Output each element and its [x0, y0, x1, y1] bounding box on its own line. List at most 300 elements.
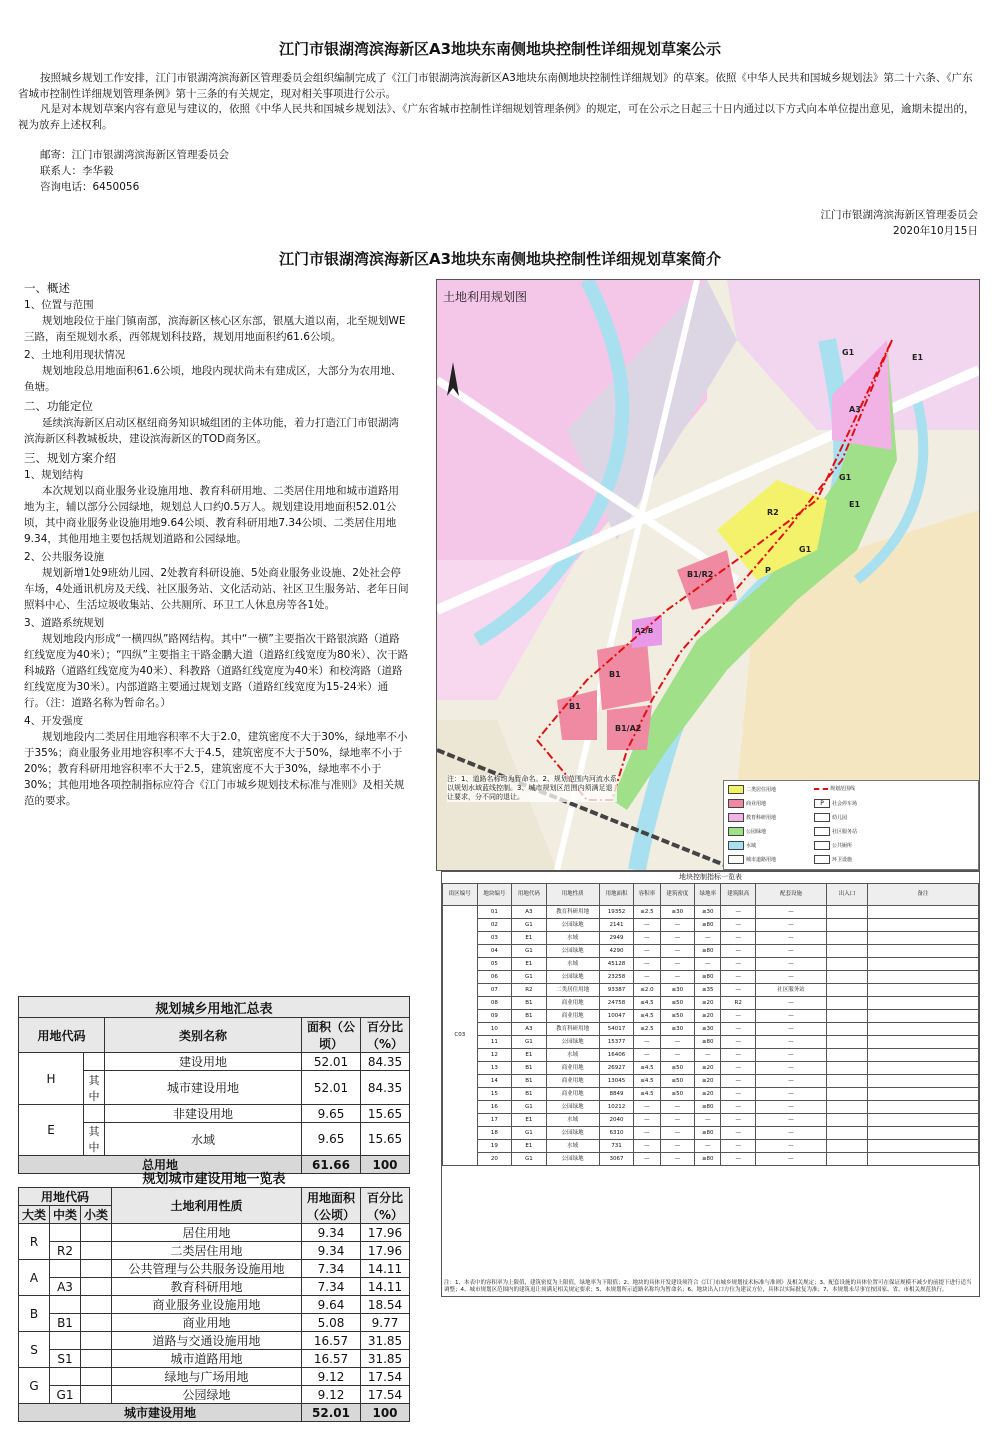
- table2-area: 7.34: [302, 1278, 361, 1296]
- notice-para1: 按照城乡规划工作安排，江门市银湖湾滨海新区管理委员会组织编制完成了《江门市银湖湾滨海新区A3地块东南侧地块控制性详细规划》的草案。依照《中华人民共和国城乡规划法》第二十六条、《广东省城市控制性详细规划管理条例》第十三条的有关规定，现对相关事项进行公示。: [18, 72, 973, 100]
- legend-swatch-e1: [728, 841, 744, 850]
- control-index-cell: 01: [477, 906, 512, 919]
- control-index-cell-empty: [868, 906, 979, 919]
- control-index-cell-empty: [827, 1010, 868, 1023]
- control-index-cell: 10: [477, 1023, 512, 1036]
- legend-swatch-boundary: [814, 788, 828, 790]
- table2-name: 二类居住用地: [112, 1242, 302, 1260]
- control-index-cell: 11: [477, 1036, 512, 1049]
- table2-pct: 17.54: [361, 1386, 410, 1404]
- control-index-cell: —: [721, 1101, 756, 1114]
- notice-mail: 邮寄：江门市银湖湾滨海新区管理委员会: [40, 149, 229, 161]
- table2-name: 教育科研用地: [112, 1278, 302, 1296]
- table2-pct: 31.85: [361, 1332, 410, 1350]
- table2-total-area: 52.01: [302, 1404, 361, 1422]
- control-index-cell: 公园绿地: [546, 971, 599, 984]
- control-index-cell: 水域: [546, 958, 599, 971]
- control-index-row: [443, 1114, 979, 1127]
- control-index-cell: —: [660, 1101, 695, 1114]
- control-index-cell: —: [695, 932, 721, 945]
- ctl-h: 配套设施: [756, 884, 827, 906]
- control-index-cell: 18: [477, 1127, 512, 1140]
- control-index-cell: ≥35: [695, 984, 721, 997]
- map-label-e1-b: E1: [849, 500, 861, 509]
- control-index-cell-empty: [827, 1140, 868, 1153]
- map-label-g1-b: G1: [839, 473, 852, 482]
- ctl-h: 用地面积: [599, 884, 634, 906]
- control-index-cell: 54017: [599, 1023, 634, 1036]
- control-index-cell: —: [660, 971, 695, 984]
- control-index-cell: —: [756, 1049, 827, 1062]
- table2-h-big: 大类: [19, 1206, 50, 1224]
- table2-mid: R2: [50, 1242, 81, 1260]
- ctl-h: 用地性质: [546, 884, 599, 906]
- table2-area: 5.08: [302, 1314, 361, 1332]
- table1-total-area: 61.66: [302, 1156, 361, 1174]
- table1-row-area: 52.01: [302, 1071, 361, 1105]
- control-index-cell: —: [721, 1127, 756, 1140]
- control-index-cell: —: [660, 1153, 695, 1166]
- control-index-cell: —: [721, 971, 756, 984]
- control-index-cell: —: [756, 1127, 827, 1140]
- control-index-cell: —: [756, 1088, 827, 1101]
- control-index-cell: E1: [512, 958, 547, 971]
- section-roads-heading: 3、道路系统规划: [24, 617, 105, 629]
- table1-h-pct: 百分比（%）: [361, 1018, 410, 1053]
- control-index-cell: —: [634, 1114, 660, 1127]
- table1-row-pct: 15.65: [361, 1123, 410, 1156]
- table1-row-code: H: [19, 1053, 84, 1105]
- control-index-cell: 20: [477, 1153, 512, 1166]
- control-index-cell: G1: [512, 1127, 547, 1140]
- control-index-cell: A3: [512, 906, 547, 919]
- control-index-cell: ≤4.5: [634, 1075, 660, 1088]
- control-index-cell: —: [721, 958, 756, 971]
- ctl-h: 地块编号: [477, 884, 512, 906]
- control-index-cell-empty: [827, 1088, 868, 1101]
- legend-item: P 社会停车场: [814, 799, 857, 808]
- table1-row-code: E: [19, 1105, 84, 1156]
- control-index-row: [443, 997, 979, 1010]
- control-index-cell: E1: [512, 1049, 547, 1062]
- control-index-cell: —: [660, 958, 695, 971]
- control-index-cell: —: [695, 958, 721, 971]
- control-index-row: [443, 1127, 979, 1140]
- control-index-cell: E1: [512, 1140, 547, 1153]
- control-index-cell: ≤50: [660, 1010, 695, 1023]
- control-index-cell: 社区服务站: [756, 984, 827, 997]
- control-index-cell: ≥30: [695, 1023, 721, 1036]
- section-landuse-heading: 2、土地利用现状情况: [24, 349, 126, 361]
- table2-mid: S1: [50, 1350, 81, 1368]
- control-index-cell: 10047: [599, 1010, 634, 1023]
- control-index-cell: —: [721, 1153, 756, 1166]
- control-index-cell: 水域: [546, 1140, 599, 1153]
- section-function-text: 延续滨海新区启动区枢纽商务知识城组团的主体功能，着力打造江门市银湖湾滨海新区科教城板块，建设滨海新区的TOD商务区。: [24, 417, 399, 445]
- table1-row-name: 城市建设用地: [105, 1071, 302, 1105]
- legend-item: 二类居住用地: [728, 785, 776, 794]
- control-index-row: [443, 1140, 979, 1153]
- table1-row-name: 水域: [105, 1123, 302, 1156]
- control-index-cell-empty: [827, 1114, 868, 1127]
- map-label-p: P: [765, 566, 771, 575]
- ctl-h: 建筑密度: [660, 884, 695, 906]
- brief-text-column: [24, 280, 409, 809]
- legend-item: 公园绿地: [728, 827, 766, 836]
- table2-name: 公园绿地: [112, 1386, 302, 1404]
- control-index-cell: 16: [477, 1101, 512, 1114]
- control-index-cell-empty: [868, 1114, 979, 1127]
- table2-caption: 规划城市建设用地一览表: [142, 1172, 286, 1187]
- control-index-cell: —: [660, 1036, 695, 1049]
- control-index-row: [443, 906, 979, 919]
- control-index-cell: 16406: [599, 1049, 634, 1062]
- control-index-table: [442, 883, 979, 1166]
- control-index-cell: 45128: [599, 958, 634, 971]
- table2-name: 道路与交通设施用地: [112, 1332, 302, 1350]
- control-index-cell: 6310: [599, 1127, 634, 1140]
- control-index-cell: 15377: [599, 1036, 634, 1049]
- control-index-cell: ≤50: [660, 997, 695, 1010]
- control-index-cell-empty: [827, 1101, 868, 1114]
- ctl-h: 容积率: [634, 884, 660, 906]
- control-index-cell: —: [756, 1023, 827, 1036]
- notice-title: 江门市银湖湾滨海新区A3地块东南侧地块控制性详细规划草案公示: [278, 40, 722, 58]
- legend-item: 规划范围线: [814, 785, 855, 792]
- control-index-cell: 14: [477, 1075, 512, 1088]
- control-index-cell-empty: [827, 1075, 868, 1088]
- control-index-cell: —: [634, 1140, 660, 1153]
- map-label-g1-a: G1: [842, 348, 855, 357]
- control-index-row: [443, 958, 979, 971]
- control-index-cell: ≥80: [695, 919, 721, 932]
- map-zone-b1-b: [557, 690, 597, 740]
- map-label-r2: R2: [767, 508, 779, 517]
- control-title: 地块控制指标一览表: [679, 873, 742, 881]
- control-index-cell: 公园绿地: [546, 945, 599, 958]
- control-index-cell: —: [660, 919, 695, 932]
- legend-item: 水域: [728, 841, 756, 850]
- control-index-cell-empty: [827, 1023, 868, 1036]
- control-index-cell: —: [660, 1114, 695, 1127]
- control-index-cell: ≤50: [660, 1088, 695, 1101]
- table2-area: 9.12: [302, 1386, 361, 1404]
- map-label-b1a2: B1/A2: [615, 724, 642, 733]
- control-index-cell: —: [721, 1023, 756, 1036]
- map-label-a3: A3: [849, 405, 861, 414]
- control-footnote: 注：1、本表中的容积率为上限值，建筑密度为上限值，绿地率为下限值；2、地块的具体开发建设须符合《江门市城乡规划技术标准与准则》及相关规定；3、配套设施的具体位置可在保证规模不减少的前提下进行适当调整；4、城市规划区范围内的建筑退让须满足相关规定要求；5、本规划所示道路名称均为暂命名；6、地块出入口方位为建议方位，具体以实际批复为准；7、本规划未尽事宜按国家、省、市相关规范执行。: [444, 1280, 972, 1293]
- control-index-cell: —: [756, 919, 827, 932]
- ctl-h: 建筑限高: [721, 884, 756, 906]
- control-index-row: [443, 971, 979, 984]
- table2-h-small: 小类: [81, 1206, 112, 1224]
- control-index-cell: —: [660, 945, 695, 958]
- control-index-cell: 03: [477, 932, 512, 945]
- control-index-cell: —: [756, 945, 827, 958]
- map-notes: 注：1、道路名称均为暂命名。2、规划范围内河流水系以规划水域蓝线控制。3、城市规划区范围内须满足退让要求，分不同的退让。: [447, 775, 617, 801]
- table1-row-name: 非建设用地: [105, 1105, 302, 1123]
- control-index-cell: ≥20: [695, 1062, 721, 1075]
- section-services-text: 规划新增1处9班幼儿园、2处教育科研设施、5处商业服务业设施、2处社会停车场，4处通讯机房及天线、社区服务站、文化活动站、社区卫生服务站、老年日间照料中心、生活垃圾收集站、公共厕所、环卫工人休息房等各1处。: [24, 567, 409, 611]
- control-index-cell: —: [721, 906, 756, 919]
- community-icon: [814, 827, 830, 836]
- table1-h-code: 用地代码: [19, 1018, 105, 1053]
- table1-row-pct: 15.65: [361, 1105, 410, 1123]
- control-index-cell: —: [721, 1114, 756, 1127]
- control-index-cell: ≤30: [660, 906, 695, 919]
- control-index-cell: G1: [512, 945, 547, 958]
- control-index-cell: 08: [477, 997, 512, 1010]
- control-index-cell: G1: [512, 919, 547, 932]
- control-index-cell: 公园绿地: [546, 1036, 599, 1049]
- control-index-cell-empty: [868, 997, 979, 1010]
- control-index-cell-empty: [868, 971, 979, 984]
- control-index-cell: —: [756, 1140, 827, 1153]
- control-index-row: [443, 1075, 979, 1088]
- control-index-cell: —: [634, 1127, 660, 1140]
- table2-h-name: 土地利用性质: [112, 1188, 302, 1224]
- control-index-cell: B1: [512, 1010, 547, 1023]
- control-index-cell: ≥80: [695, 1036, 721, 1049]
- table2-pct: 14.11: [361, 1278, 410, 1296]
- control-index-row: [443, 919, 979, 932]
- control-index-cell: —: [721, 1088, 756, 1101]
- control-index-cell: —: [634, 958, 660, 971]
- legend-item: 商业用地: [728, 799, 766, 808]
- table1-row-area: 9.65: [302, 1123, 361, 1156]
- control-index-cell: B1: [512, 1075, 547, 1088]
- table2-big: S: [19, 1332, 50, 1368]
- control-index-cell: A3: [512, 1023, 547, 1036]
- control-index-cell: 商业用地: [546, 1075, 599, 1088]
- section-intensity-text: 规划地段内二类居住用地容积率不大于2.0，建筑密度不大于30%，绿地率不小于35%；商业服务业用地容积率不大于4.5，建筑密度不大于50%，绿地率不小于20%；教育科研用地容积率不大于2.5，建筑密度不大于30%，绿地率不小于30%；其他用地各项控制指标应符合《江门市城乡规划技术标准与准则》及相关规范的要求。: [24, 731, 408, 807]
- control-index-cell: ≥20: [695, 1010, 721, 1023]
- table2-h-area: 用地面积（公顷）: [302, 1188, 361, 1224]
- control-index-cell: —: [634, 1153, 660, 1166]
- table1-row-pct: 84.35: [361, 1071, 410, 1105]
- parking-icon: P: [814, 799, 830, 808]
- control-index-cell: ≥80: [695, 1101, 721, 1114]
- control-index-cell-empty: [827, 984, 868, 997]
- ctl-h: 绿地率: [695, 884, 721, 906]
- control-index-cell: ≤2.5: [634, 1023, 660, 1036]
- control-index-cell: 二类居住用地: [546, 984, 599, 997]
- table1-total-name: 总用地: [19, 1156, 302, 1174]
- control-index-cell: —: [721, 1036, 756, 1049]
- control-index-cell-empty: [868, 1036, 979, 1049]
- table2-area: 9.34: [302, 1242, 361, 1260]
- control-index-cell: —: [634, 1049, 660, 1062]
- table2-area: 7.34: [302, 1260, 361, 1278]
- control-index-cell: ≤2.0: [634, 984, 660, 997]
- control-index-cell: 17: [477, 1114, 512, 1127]
- table2-mid: A3: [50, 1278, 81, 1296]
- table2-h-code: 用地代码: [19, 1188, 112, 1206]
- control-index-cell: 水域: [546, 1114, 599, 1127]
- control-index-cell: ≥20: [695, 997, 721, 1010]
- control-index-cell: —: [756, 1153, 827, 1166]
- control-index-cell: 公园绿地: [546, 1153, 599, 1166]
- control-index-cell-empty: [827, 919, 868, 932]
- control-index-cell: R2: [512, 984, 547, 997]
- control-index-cell: 12: [477, 1049, 512, 1062]
- control-index-cell: —: [756, 1114, 827, 1127]
- table2-name: 城市道路用地: [112, 1350, 302, 1368]
- control-index-cell: 商业用地: [546, 1088, 599, 1101]
- control-index-cell: 02: [477, 919, 512, 932]
- table1-row-sub: 其中: [84, 1071, 105, 1105]
- legend-item: 社区服务站: [814, 827, 857, 836]
- map-label-b1-a: B1: [609, 670, 621, 679]
- table2-name: 商业服务业设施用地: [112, 1296, 302, 1314]
- control-index-cell: 公园绿地: [546, 919, 599, 932]
- section-structure-heading: 1、规划结构: [24, 469, 84, 481]
- section-structure-text: 本次规划以商业服务业设施用地、教育科研用地、二类居住用地和城市道路用地为主，辅以部分公园绿地，规划总人口约0.5万人。规划建设用地面积52.01公顷，其中商业服务业设施用地9.64公顷、教育科研用地7.34公顷、二类居住用地9.34，其他用地主要包括规划道路和公园绿地。: [24, 485, 399, 545]
- control-index-cell-empty: [868, 945, 979, 958]
- control-index-cell-empty: [827, 1127, 868, 1140]
- control-index-cell: 商业用地: [546, 1062, 599, 1075]
- control-index-cell: B1: [512, 997, 547, 1010]
- section-overview: 一、概述: [24, 281, 70, 295]
- control-index-cell: 商业用地: [546, 997, 599, 1010]
- control-index-cell: 10212: [599, 1101, 634, 1114]
- control-index-row: [443, 984, 979, 997]
- control-index-cell: ≤50: [660, 1062, 695, 1075]
- table1-h-name: 类别名称: [105, 1018, 302, 1053]
- section-intensity-heading: 4、开发强度: [24, 715, 84, 727]
- control-index-cell: ≤4.5: [634, 1062, 660, 1075]
- control-index-cell: G1: [512, 1101, 547, 1114]
- table2-pct: 17.96: [361, 1242, 410, 1260]
- control-index-cell: —: [721, 1062, 756, 1075]
- legend-swatch-road: [728, 855, 744, 864]
- control-index-row: [443, 1088, 979, 1101]
- notice-para2: 凡是对本规划草案内容有意见与建议的，依照《中华人民共和国城乡规划法》、《广东省城市控制性详细规划管理条例》的规定，可在公示之日起三十日内通过以下方式向本单位提出意见，逾期未提出的，视为放弃上述权利。: [18, 103, 975, 131]
- legend-swatch-a3: [728, 813, 744, 822]
- table2-h-mid: 中类: [50, 1206, 81, 1224]
- control-index-cell: 水域: [546, 932, 599, 945]
- map-zone-b1-a: [597, 640, 652, 710]
- control-index-cell-empty: [827, 971, 868, 984]
- control-index-cell-empty: [868, 919, 979, 932]
- section-services-heading: 2、公共服务设施: [24, 551, 105, 563]
- control-index-cell: B1: [512, 1062, 547, 1075]
- control-index-cell-empty: [827, 945, 868, 958]
- control-index-cell: ≥80: [695, 945, 721, 958]
- control-index-cell-empty: [827, 1036, 868, 1049]
- control-index-cell-empty: [827, 1062, 868, 1075]
- control-index-cell: ≥80: [695, 1127, 721, 1140]
- control-index-cell: —: [721, 1140, 756, 1153]
- table2-area: 9.12: [302, 1368, 361, 1386]
- table1-row-area: 52.01: [302, 1053, 361, 1071]
- control-index-cell: 2949: [599, 932, 634, 945]
- control-index-cell: —: [721, 1075, 756, 1088]
- table2-pct: 17.96: [361, 1224, 410, 1242]
- control-index-cell-empty: [868, 958, 979, 971]
- control-index-cell-empty: [827, 1153, 868, 1166]
- legend-item: 城市道路用地: [728, 855, 776, 864]
- notice-issuer: 江门市银湖湾滨海新区管理委员会: [820, 209, 978, 221]
- table2-area: 9.64: [302, 1296, 361, 1314]
- brief-title: 江门市银湖湾滨海新区A3地块东南侧地块控制性详细规划草案简介: [278, 250, 722, 268]
- table2-pct: 14.11: [361, 1260, 410, 1278]
- ctl-h: 备注: [868, 884, 979, 906]
- control-index-cell: 4290: [599, 945, 634, 958]
- control-index-cell: —: [756, 1075, 827, 1088]
- map-label-b1-b: B1: [569, 702, 581, 711]
- control-index-cell: —: [695, 1140, 721, 1153]
- section-landuse-text: 规划地段总用地面积61.6公顷，地段内现状尚未有建成区，大部分为农用地、鱼塘。: [24, 365, 402, 393]
- map-zone-b1r2: [677, 550, 737, 610]
- control-index-cell: 07: [477, 984, 512, 997]
- control-index-cell: —: [721, 1010, 756, 1023]
- control-index-cell: —: [756, 932, 827, 945]
- legend-swatch-b1: [728, 799, 744, 808]
- control-index-cell: —: [634, 1101, 660, 1114]
- control-index-cell: —: [660, 1140, 695, 1153]
- ctl-h: 街区编号: [443, 884, 478, 906]
- control-index-cell: —: [756, 997, 827, 1010]
- control-index-cell: 水域: [546, 1049, 599, 1062]
- control-index-cell: —: [756, 958, 827, 971]
- control-index-cell-empty: [868, 932, 979, 945]
- control-index-row: [443, 1153, 979, 1166]
- legend-swatch-g1: [728, 827, 744, 836]
- control-index-cell: 13: [477, 1062, 512, 1075]
- table2-pct: 18.54: [361, 1296, 410, 1314]
- control-index-cell: ≤4.5: [634, 1010, 660, 1023]
- control-index-cell: ≤30: [660, 984, 695, 997]
- ctl-h: 用地代码: [512, 884, 547, 906]
- control-index-cell: 教育科研用地: [546, 1023, 599, 1036]
- control-index-cell: —: [634, 945, 660, 958]
- control-index-cell: 24758: [599, 997, 634, 1010]
- control-index-cell-empty: [868, 1153, 979, 1166]
- map-legend: [723, 780, 979, 870]
- notice-contact: 联系人：李华毅: [40, 165, 114, 177]
- control-index-cell-empty: [868, 1075, 979, 1088]
- control-index-cell: —: [721, 1049, 756, 1062]
- table2-big: A: [19, 1260, 50, 1296]
- control-index-cell: 19: [477, 1140, 512, 1153]
- table2-mid: B1: [50, 1314, 81, 1332]
- table1-h-area: 面积（公顷）: [302, 1018, 361, 1053]
- control-index-cell: —: [695, 1049, 721, 1062]
- control-index-row: [443, 1036, 979, 1049]
- control-index-cell: —: [660, 1049, 695, 1062]
- control-index-cell-empty: [868, 1023, 979, 1036]
- control-index-cell: —: [660, 932, 695, 945]
- control-index-cell: ≥80: [695, 1153, 721, 1166]
- control-index-row: [443, 1023, 979, 1036]
- control-index-cell: —: [660, 1127, 695, 1140]
- control-index-cell: ≤4.5: [634, 1088, 660, 1101]
- control-index-cell: G1: [512, 1153, 547, 1166]
- control-index-cell: —: [634, 919, 660, 932]
- control-index-cell: 04: [477, 945, 512, 958]
- table2-total-name: 城市建设用地: [19, 1404, 302, 1422]
- control-index-cell: ≤4.5: [634, 997, 660, 1010]
- table1-row-sub: 其中: [84, 1123, 105, 1156]
- control-index-cell: —: [695, 1114, 721, 1127]
- table2-total-pct: 100: [361, 1404, 410, 1422]
- control-index-cell: —: [634, 971, 660, 984]
- toilet-icon: [814, 841, 830, 850]
- control-index-cell-empty: [827, 997, 868, 1010]
- control-index-cell-empty: [868, 1010, 979, 1023]
- control-index-cell: 731: [599, 1140, 634, 1153]
